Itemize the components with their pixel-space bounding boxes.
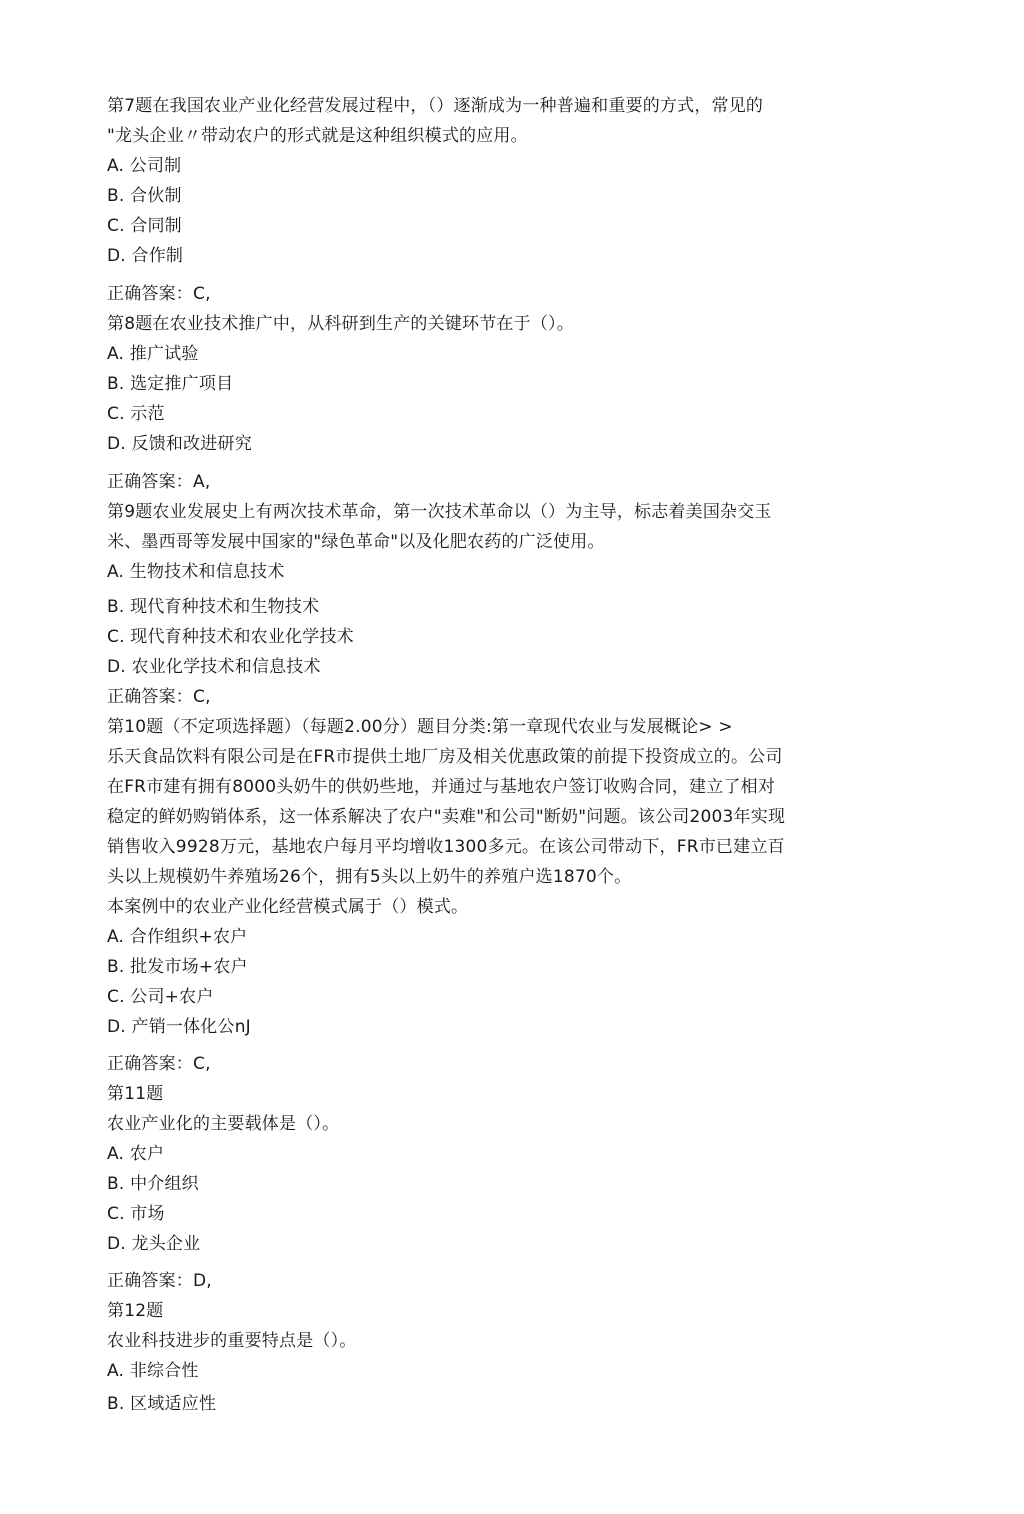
q9-stem-line-2: 米、墨西哥等发展中国家的"绿色革命"以及化肥农药的广泛使用。 — [107, 532, 605, 552]
q7-option-c: C. 合同制 — [107, 216, 182, 236]
q11-option-b: B. 中介组织 — [107, 1174, 199, 1194]
q10-case-line-1: 乐天食品饮料有限公司是在FR市提供土地厂房及相关优惠政策的前提下投资成立的。公司 — [107, 747, 783, 767]
q8-stem: 第8题在农业技术推广中，从科研到生产的关键环节在于（）。 — [107, 314, 574, 334]
q9-option-c: C. 现代育种技术和农业化学技术 — [107, 627, 354, 647]
q7-option-b: B. 合伙制 — [107, 186, 182, 206]
q10-case-line-2: 在FR市建有拥有8000头奶牛的供奶些地，并通过与基地农户签订收购合同，建立了相对 — [107, 777, 776, 797]
q10-answer: 正确答案：C, — [107, 1054, 211, 1074]
q10-case-line-5: 头以上规模奶牛养殖场26个，拥有5头以上奶牛的养殖户选1870个。 — [107, 867, 632, 887]
q10-stem: 本案例中的农业产业化经营模式属于（）模式。 — [107, 897, 469, 917]
q12-title: 第12题 — [107, 1301, 164, 1321]
q7-option-d: D. 合作制 — [107, 246, 184, 266]
q7-stem-line-1: 第7题在我国农业产业化经营发展过程中，（）逐渐成为一种普遍和重要的方式，常见的 — [107, 96, 764, 116]
q11-option-a: A. 农户 — [107, 1144, 165, 1164]
q9-option-b: B. 现代育种技术和生物技术 — [107, 597, 320, 617]
q11-option-d: D. 龙头企业 — [107, 1234, 201, 1254]
q12-option-b: B. 区域适应性 — [107, 1394, 217, 1414]
q11-option-c: C. 市场 — [107, 1204, 165, 1224]
q10-case-line-4: 销售收入9928万元，基地农户每月平均增收1300多元。在该公司带动下，FR市已建立百 — [107, 837, 785, 857]
q7-stem-line-2: "龙头企业〃带动农户的形式就是这种组织模式的应用。 — [107, 126, 528, 146]
q10-header: 第10题（不定项选择题）（每题2.00分）题目分类:第一章现代农业与发展概论> > — [107, 717, 733, 737]
q10-option-a: A. 合作组织+农户 — [107, 927, 248, 947]
q8-option-d: D. 反馈和改进研究 — [107, 434, 252, 454]
q9-answer: 正确答案：C, — [107, 687, 211, 707]
q7-answer: 正确答案：C, — [107, 284, 211, 304]
q8-option-a: A. 推广试验 — [107, 344, 199, 364]
q8-answer: 正确答案：A, — [107, 472, 211, 492]
q8-option-c: C. 示范 — [107, 404, 165, 424]
q7-option-a: A. 公司制 — [107, 156, 182, 176]
q9-option-d: D. 农业化学技术和信息技术 — [107, 657, 321, 677]
q12-stem: 农业科技进步的重要特点是（）。 — [107, 1331, 357, 1351]
q11-answer: 正确答案：D, — [107, 1271, 212, 1291]
q10-option-c: C. 公司+农户 — [107, 987, 214, 1007]
q10-option-d: D. 产销一体化公nJ — [107, 1017, 251, 1037]
q12-option-a: A. 非综合性 — [107, 1361, 199, 1381]
q10-option-b: B. 批发市场+农户 — [107, 957, 248, 977]
q10-case-line-3: 稳定的鲜奶购销体系，这一体系解决了农户"卖难"和公司"断奶"问题。该公司2003年实现 — [107, 807, 786, 827]
q8-option-b: B. 选定推广项目 — [107, 374, 234, 394]
q9-option-a: A. 生物技术和信息技术 — [107, 562, 285, 582]
q9-stem-line-1: 第9题农业发展史上有两次技术革命，第一次技术革命以（）为主导，标志着美国杂交玉 — [107, 502, 772, 522]
q11-stem: 农业产业化的主要载体是（）。 — [107, 1114, 340, 1134]
q11-title: 第11题 — [107, 1084, 164, 1104]
